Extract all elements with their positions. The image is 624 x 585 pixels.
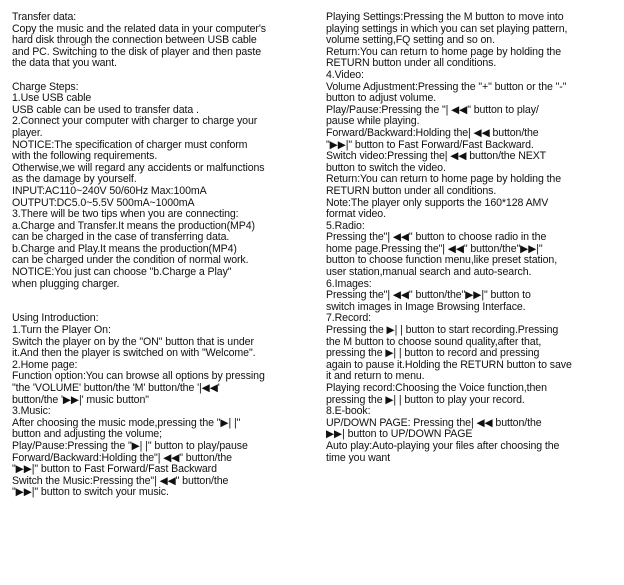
text-line: 5.Radio: bbox=[326, 219, 365, 232]
text-line: Forward/Backward:Holding the"| ◀◀" button/the bbox=[12, 451, 232, 464]
text-line: Switch the player on by the "ON" button that is under bbox=[12, 335, 254, 348]
right-column bbox=[326, 12, 616, 464]
text-line: 2.Home page: bbox=[12, 358, 78, 371]
spacer bbox=[12, 290, 312, 302]
text-line: Note:The player only supports the 160*128 AMV bbox=[326, 196, 549, 209]
text-line: a.Charge and Transfer.It means the production(MP4) bbox=[12, 219, 255, 232]
text-line: player. bbox=[12, 126, 43, 139]
text-line: "▶▶|" button to Fast Forward/Fast Backward. bbox=[326, 138, 534, 151]
text-line: NOTICE:The specification of charger must conform bbox=[12, 138, 248, 151]
text-line: user station,manual search and auto-search. bbox=[326, 266, 532, 279]
text-line: the M button to choose sound quality,after that, bbox=[326, 335, 542, 348]
spacer bbox=[12, 70, 312, 82]
text-line: Play/Pause:Pressing the "| ◀◀" button to play/ bbox=[326, 103, 539, 116]
text-line: USB cable can be used to transfer data . bbox=[12, 103, 199, 116]
text-line: "▶▶|" button to Fast Forward/Fast Backward bbox=[12, 463, 217, 476]
text-line: the data that you want. bbox=[12, 57, 117, 70]
text-line: NOTICE:You just can choose "b.Charge a Play" bbox=[12, 266, 232, 279]
text-line: it and return to menu. bbox=[326, 370, 425, 383]
text-line: can be charged in the case of transferring data. bbox=[12, 231, 230, 244]
text-line: playing settings in which you can set playing pattern, bbox=[326, 22, 568, 35]
text-line: Using Introduction: bbox=[12, 312, 99, 325]
text-line: pressing the ▶| | button to record and pressing bbox=[326, 347, 540, 360]
text-line: "▶▶|" button to switch your music. bbox=[12, 486, 169, 499]
text-line: it.And then the player is switched on with "Welcome". bbox=[12, 347, 256, 360]
text-line: RETURN button under all conditions. bbox=[326, 184, 497, 197]
text-line: hard disk through the connection between USB cable bbox=[12, 34, 257, 47]
text-line: time you want bbox=[326, 451, 391, 464]
text-line: Pressing the"| ◀◀" button to choose radio in the bbox=[326, 231, 547, 244]
text-line: Volume Adjustment:Pressing the "+" button or the "-" bbox=[326, 80, 567, 93]
text-line: Pressing the"| ◀◀" button/the"▶▶|" button to bbox=[326, 289, 531, 302]
text-line: and PC. Switching to the disk of player and then paste bbox=[12, 45, 262, 58]
text-line: again to pause it.Holding the RETURN button to save bbox=[326, 358, 572, 371]
text-line: button and adjusting the volume; bbox=[12, 428, 162, 441]
text-line: Switch video:Pressing the| ◀◀ button/the NEXT bbox=[326, 150, 547, 163]
text-line: Copy the music and the related data in your computer's bbox=[12, 22, 266, 35]
text-line: button/the '▶▶|' music button" bbox=[12, 393, 149, 406]
text-line: 3.There will be two tips when you are connecting: bbox=[12, 208, 239, 221]
text-line: home page.Pressing the"| ◀◀" button/the"▶▶|" bbox=[326, 242, 543, 255]
text-line: button to adjust volume. bbox=[326, 92, 437, 105]
text-line: Playing Settings:Pressing the M button to move into bbox=[326, 11, 564, 23]
text-line: can be charged under the condition of normal work. bbox=[12, 254, 249, 267]
text-line: switch images in Image Browsing Interface. bbox=[326, 300, 526, 313]
text-line: INPUT:AC110~240V 50/60Hz Max:100mA bbox=[12, 184, 207, 197]
text-line: 2.Connect your computer with charger to charge your bbox=[12, 115, 258, 128]
text-line: Return:You can return to home page by holding the bbox=[326, 173, 562, 186]
text-line: ▶▶| button to UP/DOWN PAGE bbox=[326, 428, 473, 441]
text-line: Auto play:Auto-playing your files after choosing the bbox=[326, 439, 560, 452]
text-line: 1.Use USB cable bbox=[12, 92, 92, 105]
text-line: 4.Video: bbox=[326, 68, 364, 81]
text-line: b.Charge and Play.It means the production(MP4) bbox=[12, 242, 237, 255]
text-line: Play/Pause:Pressing the "▶| |" button to play/pause bbox=[12, 439, 248, 452]
text-line: pressing the ▶| | button to play your record. bbox=[326, 393, 525, 406]
text-line: After choosing the music mode,pressing the "▶| |" bbox=[12, 416, 241, 429]
text-line: Pressing the ▶| | button to start recording.Pressing bbox=[326, 324, 559, 337]
text-line: Function option:You can browse all options by pressing bbox=[12, 370, 265, 383]
text-line: Switch the Music:Pressing the"| ◀◀" button/the bbox=[12, 474, 229, 487]
text-line: as the damage by yourself. bbox=[12, 173, 137, 186]
text-line: Forward/Backward:Holding the| ◀◀ button/the bbox=[326, 126, 539, 139]
text-line: Return:You can return to home page by holding the bbox=[326, 45, 562, 58]
text-line: volume setting,FQ setting and so on. bbox=[326, 34, 495, 47]
text-line: when plugging charger. bbox=[12, 277, 120, 290]
text-line: "the 'VOLUME' button/the 'M' button/the '|◀◀' bbox=[12, 382, 220, 394]
text-line: 7.Record: bbox=[326, 312, 372, 325]
text-line: RETURN button under all conditions. bbox=[326, 57, 497, 70]
text-line: pause while playing. bbox=[326, 115, 420, 128]
text-line: UP/DOWN PAGE: Pressing the| ◀◀ button/the bbox=[326, 416, 542, 429]
text-line: format video. bbox=[326, 208, 386, 221]
text-line: button to switch the video. bbox=[326, 161, 446, 174]
text-line: 8.E-book: bbox=[326, 405, 371, 418]
text-line: Otherwise,we will regard any accidents or malfunctions bbox=[12, 161, 265, 174]
text-line: with the following requirements. bbox=[12, 150, 158, 163]
text-line: 1.Turn the Player On: bbox=[12, 324, 111, 337]
text-line: OUTPUT:DC5.0~5.5V 500mA~1000mA bbox=[12, 196, 195, 209]
text-line: 3.Music: bbox=[12, 405, 51, 418]
text-line: button to choose function menu,like preset station, bbox=[326, 254, 558, 267]
left-column bbox=[12, 12, 312, 499]
text-line: Playing record:Choosing the Voice function,then bbox=[326, 382, 547, 394]
text-line: 6.Images: bbox=[326, 277, 372, 290]
text-line: Transfer data: bbox=[12, 11, 77, 23]
text-line: Charge Steps: bbox=[12, 80, 79, 93]
